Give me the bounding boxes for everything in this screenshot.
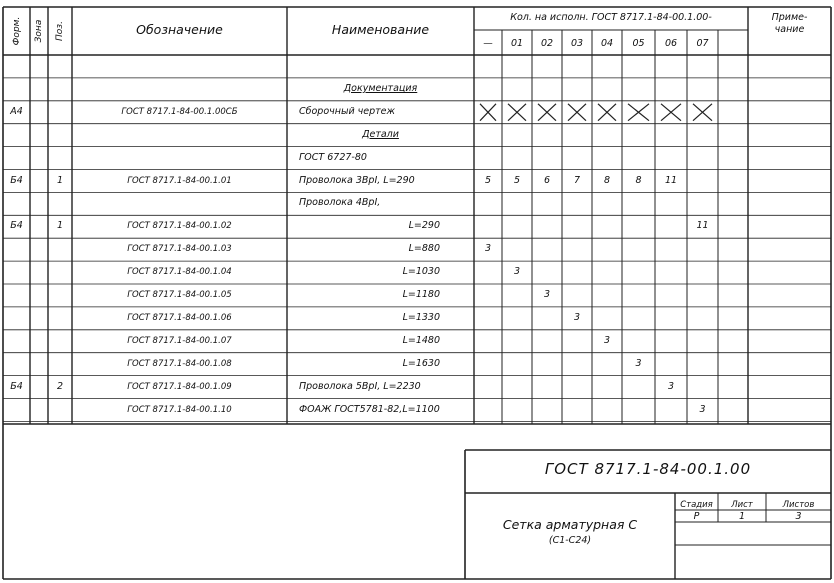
cell-qty: 3 bbox=[573, 311, 581, 323]
cell-name: Проволока 4ВрI, bbox=[299, 197, 381, 209]
qty-column-header: 01 bbox=[510, 38, 524, 49]
qty-column-header: — bbox=[483, 38, 493, 49]
cell-qty: 3 bbox=[603, 334, 611, 346]
cell-designation: ГОСТ 8717.1-84-00.1.04 bbox=[127, 267, 232, 278]
cell-format: А4 bbox=[10, 105, 23, 117]
cell-name: L=290 bbox=[408, 220, 440, 232]
cell-qty-not-applicable bbox=[622, 106, 655, 118]
value-sheets: 3 bbox=[795, 511, 802, 522]
cell-name: L=1630 bbox=[402, 357, 440, 369]
cell-section-heading: Документация bbox=[343, 82, 418, 94]
label-sheet: Лист bbox=[731, 500, 753, 510]
column-header-note: Приме- чание bbox=[771, 12, 808, 35]
column-header-quantity: Кол. на исполн. ГОСТ 8717.1-84-00.1.00- bbox=[510, 12, 712, 23]
cell-designation: ГОСТ 8717.1-84-00.1.09 bbox=[127, 381, 232, 392]
column-header-format: Форм. bbox=[11, 16, 22, 46]
column-header-zone: Зона bbox=[34, 19, 44, 43]
cell-qty: 3 bbox=[513, 266, 521, 278]
cell-name: Проволока 3ВрI, L=290 bbox=[299, 174, 415, 186]
cell-qty: 3 bbox=[699, 403, 706, 415]
cell-qty: 8 bbox=[603, 174, 611, 186]
qty-column-header: 02 bbox=[540, 38, 554, 49]
cell-qty: 11 bbox=[664, 174, 678, 186]
cell-qty: 3 bbox=[667, 380, 675, 392]
qty-column-header: 07 bbox=[696, 38, 709, 49]
cell-pos: 2 bbox=[56, 380, 64, 392]
cell-pos: 1 bbox=[56, 174, 64, 186]
document-title: Сетка арматурная С bbox=[502, 517, 638, 532]
qty-column-header: 06 bbox=[664, 38, 678, 49]
cell-designation: ГОСТ 8717.1-84-00.1.03 bbox=[127, 244, 232, 255]
cell-designation: ГОСТ 8717.1-84-00.1.06 bbox=[127, 312, 232, 323]
cell-name: L=1030 bbox=[402, 266, 440, 278]
cell-qty: 3 bbox=[543, 289, 551, 300]
cell-qty-not-applicable bbox=[687, 106, 718, 118]
value-stage: Р bbox=[693, 511, 700, 522]
cell-designation: ГОСТ 8717.1-84-00.1.00СБ bbox=[121, 106, 238, 117]
column-header-name: Наименование bbox=[331, 22, 430, 37]
label-stage: Стадия bbox=[680, 500, 713, 510]
label-sheets: Листов bbox=[782, 500, 815, 510]
cell-designation: ГОСТ 8717.1-84-00.1.10 bbox=[127, 404, 232, 415]
column-header-designation: Обозначение bbox=[136, 22, 223, 37]
qty-column-header: 05 bbox=[632, 38, 645, 49]
cell-name: Сборочный чертеж bbox=[299, 105, 396, 117]
cell-designation: ГОСТ 8717.1-84-00.1.08 bbox=[127, 358, 232, 369]
cell-name: L=1480 bbox=[402, 334, 440, 346]
cell-qty: 6 bbox=[543, 174, 551, 186]
qty-column-header: 03 bbox=[570, 38, 584, 49]
cell-qty-not-applicable bbox=[655, 106, 687, 118]
cell-name: Проволока 5ВрI, L=2230 bbox=[299, 380, 421, 392]
cell-name: L=1330 bbox=[402, 311, 440, 323]
cell-qty: 11 bbox=[696, 220, 709, 232]
cell-qty: 8 bbox=[635, 174, 642, 186]
cell-qty-not-applicable bbox=[532, 106, 562, 118]
cell-qty-not-applicable bbox=[474, 106, 502, 118]
cell-format: Б4 bbox=[10, 380, 23, 392]
cell-name: ФОАЖ ГОСТ5781-82,L=1100 bbox=[299, 403, 440, 415]
cell-section-heading: Детали bbox=[362, 128, 399, 140]
cell-qty-not-applicable bbox=[592, 106, 622, 118]
cell-qty-not-applicable bbox=[562, 106, 592, 118]
cell-qty: 3 bbox=[635, 357, 642, 369]
cell-designation: ГОСТ 8717.1-84-00.1.02 bbox=[127, 221, 232, 232]
cell-qty: 3 bbox=[484, 243, 492, 255]
cell-qty-not-applicable bbox=[502, 106, 532, 118]
cell-designation: ГОСТ 8717.1-84-00.1.07 bbox=[127, 335, 232, 346]
cell-qty: 5 bbox=[484, 174, 492, 186]
document-number: ГОСТ 8717.1-84-00.1.00 bbox=[544, 460, 752, 478]
qty-column-header: 04 bbox=[600, 38, 614, 49]
cell-name: L=1180 bbox=[402, 289, 440, 300]
column-header-pos: Поз. bbox=[55, 21, 65, 41]
cell-designation: ГОСТ 8717.1-84-00.1.01 bbox=[127, 175, 232, 186]
cell-name: ГОСТ 6727-80 bbox=[299, 151, 367, 163]
cell-name: L=880 bbox=[408, 243, 440, 255]
cell-qty: 7 bbox=[573, 174, 581, 186]
cell-format: Б4 bbox=[10, 220, 23, 232]
cell-qty: 5 bbox=[513, 174, 521, 186]
document-title-range: (С1-С24) bbox=[548, 535, 592, 546]
cell-pos: 1 bbox=[56, 220, 64, 232]
cell-format: Б4 bbox=[10, 174, 23, 186]
cell-designation: ГОСТ 8717.1-84-00.1.05 bbox=[127, 290, 232, 300]
value-sheet: 1 bbox=[738, 511, 746, 522]
